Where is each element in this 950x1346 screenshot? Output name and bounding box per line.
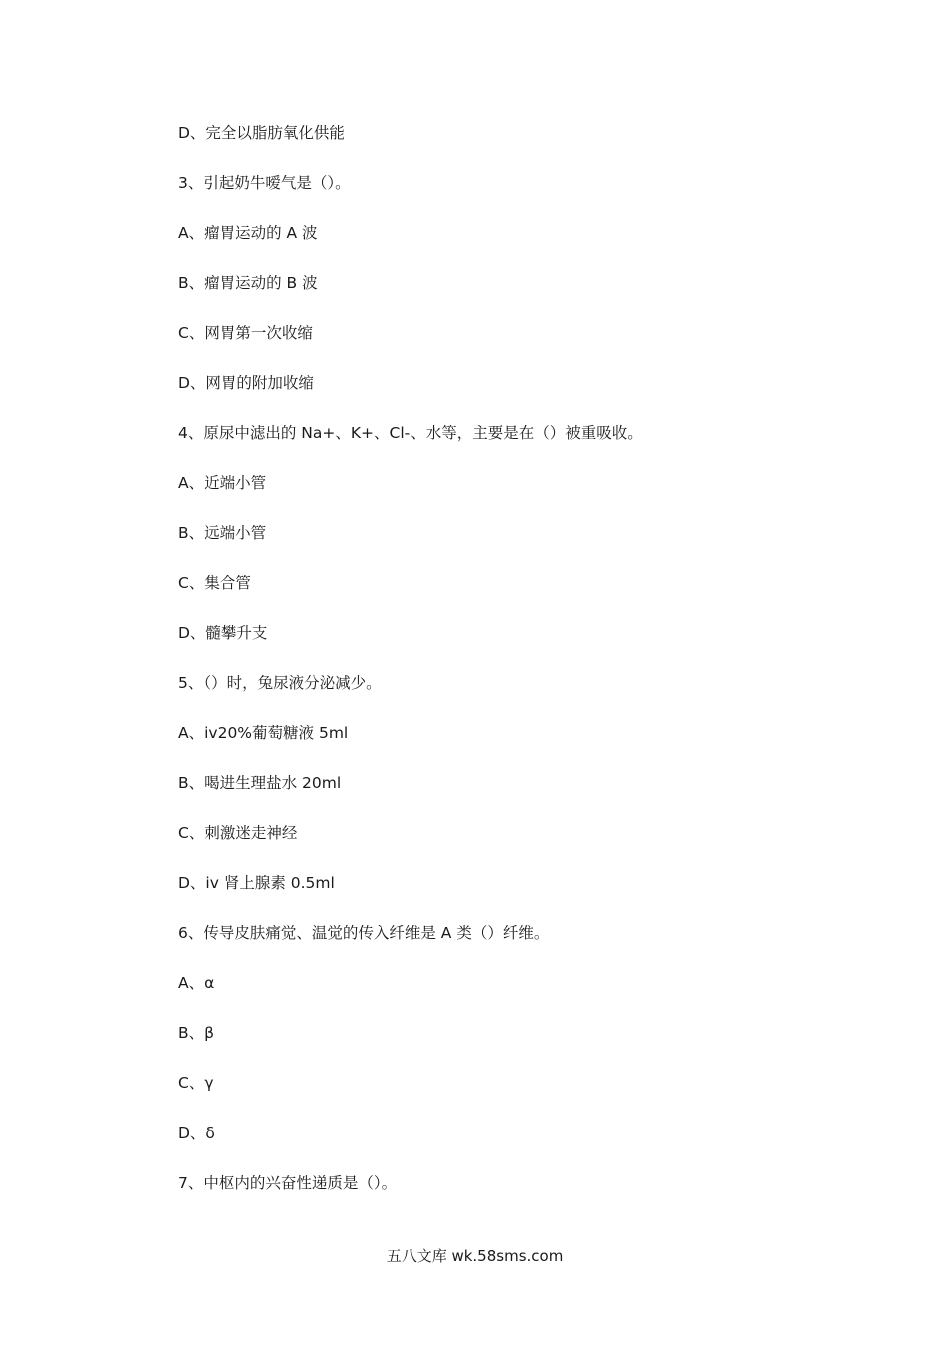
- question-6-text: 6、传导皮肤痛觉、温觉的传入纤维是 A 类（）纤维。: [178, 924, 550, 942]
- page-footer: 五八文库 wk.58sms.com: [386, 1247, 564, 1265]
- option-line-q4-d: D、髓攀升支: [178, 624, 268, 642]
- option-line-q5-c: C、刺激迷走神经: [178, 824, 298, 842]
- option-line-d-fat-oxidation: D、完全以脂肪氧化供能: [178, 124, 345, 142]
- option-line-q5-d: D、iv 肾上腺素 0.5ml: [178, 874, 335, 892]
- question-list: [178, 120, 818, 1220]
- option-line-q6-d: D、δ: [178, 1124, 215, 1142]
- option-line-q6-b: B、β: [178, 1024, 215, 1042]
- option-line-q4-c: C、集合管: [178, 574, 251, 592]
- question-7-text: 7、中枢内的兴奋性递质是（）。: [178, 1174, 398, 1192]
- question-3-text: 3、引起奶牛嗳气是（）。: [178, 174, 351, 192]
- option-line-q4-b: B、远端小管: [178, 524, 267, 542]
- option-line-q3-d: D、网胃的附加收缩: [178, 374, 314, 392]
- option-line-q4-a: A、近端小管: [178, 474, 267, 492]
- option-line-q6-c: C、γ: [178, 1074, 214, 1092]
- question-4-text: 4、原尿中滤出的 Na+、K+、Cl-、水等，主要是在（）被重吸收。: [178, 424, 643, 442]
- option-line-q5-b: B、喝进生理盐水 20ml: [178, 774, 342, 792]
- option-line-q5-a: A、iv20%葡萄糖液 5ml: [178, 724, 349, 742]
- option-line-q6-a: A、α: [178, 974, 215, 992]
- option-line-q3-c: C、网胃第一次收缩: [178, 324, 313, 342]
- option-line-q3-b: B、瘤胃运动的 B 波: [178, 274, 318, 292]
- option-line-q3-a: A、瘤胃运动的 A 波: [178, 224, 318, 242]
- question-5-text: 5、（）时，兔尿液分泌减少。: [178, 674, 382, 692]
